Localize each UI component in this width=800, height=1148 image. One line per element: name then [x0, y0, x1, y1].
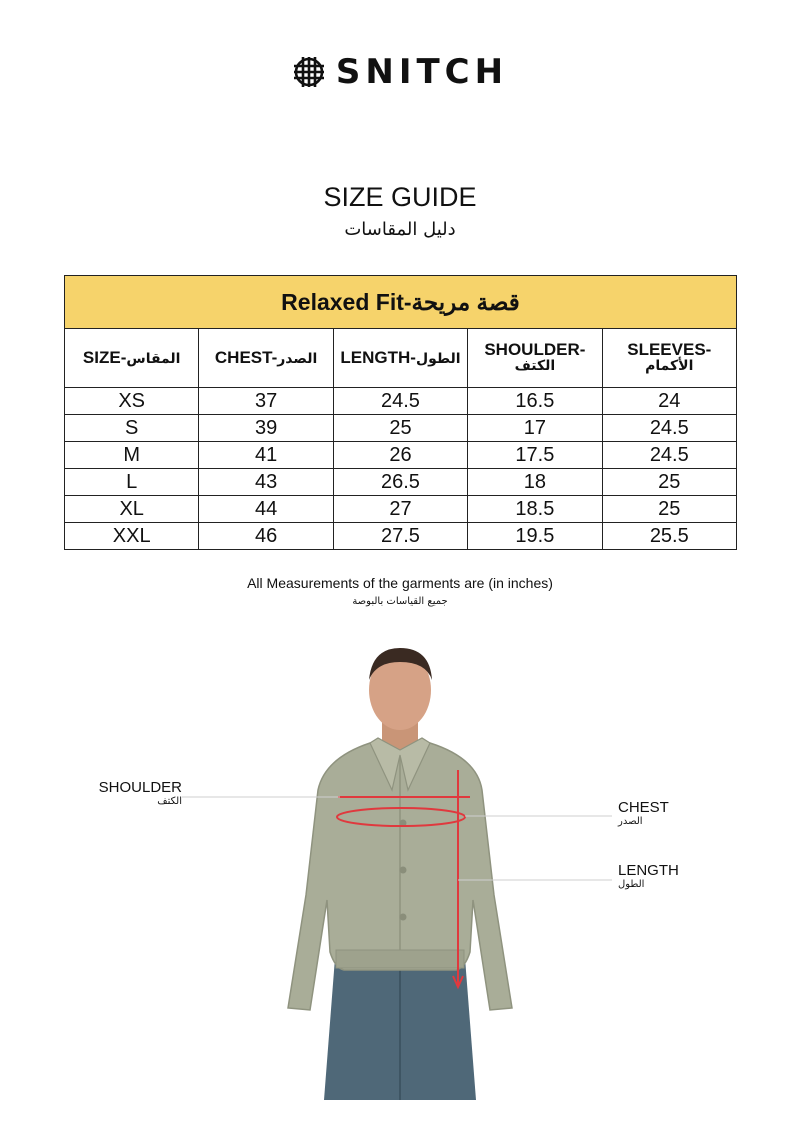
column-header-en: LENGTH-: [340, 347, 416, 367]
column-header-ar: الأكمام: [645, 358, 694, 374]
table-cell: 18: [468, 469, 602, 496]
table-cell: 25: [602, 496, 736, 523]
table-cell: XL: [65, 496, 199, 523]
table-cell: XS: [65, 388, 199, 415]
length-label-ar: الطول: [618, 879, 645, 890]
table-cell: 24.5: [333, 388, 467, 415]
length-label: [618, 862, 679, 890]
chest-label-en: CHEST: [618, 799, 669, 816]
table-cell: L: [65, 469, 199, 496]
brand-name: SNITCH: [335, 52, 509, 92]
table-cell: 16.5: [468, 388, 602, 415]
column-header-ar: الطول: [415, 350, 461, 367]
column-header-en: CHEST-: [214, 347, 278, 367]
table-cell: 17.5: [468, 442, 602, 469]
table-cell: 43: [199, 469, 333, 496]
table-cell: 37: [199, 388, 333, 415]
chest-label-ar: الصدر: [618, 816, 643, 827]
table-cell: 44: [199, 496, 333, 523]
table-cell: XXL: [65, 523, 199, 550]
table-cell: 27.5: [333, 523, 467, 550]
table-cell: 24.5: [602, 442, 736, 469]
column-header-ar: المقاس: [126, 350, 181, 367]
shoulder-label: [60, 779, 182, 807]
fit-label: Relaxed Fit-قصة مريحة: [65, 276, 737, 329]
table-cell: 26.5: [333, 469, 467, 496]
table-cell: 27: [333, 496, 467, 523]
chest-label: [618, 799, 669, 827]
length-label-en: LENGTH: [618, 862, 679, 879]
table-cell: 19.5: [468, 523, 602, 550]
table-cell: 39: [199, 415, 333, 442]
shoulder-label-ar: الكتف: [157, 796, 182, 807]
table-cell: 25: [602, 469, 736, 496]
column-header-en: SIZE-: [82, 347, 127, 367]
table-cell: 17: [468, 415, 602, 442]
column-header-en: SLEEVES-: [627, 340, 712, 359]
page-title-arabic: دليل المقاسات: [344, 219, 456, 240]
measurement-note-arabic: جميع القياسات بالبوصة: [352, 596, 448, 607]
table-cell: 18.5: [468, 496, 602, 523]
table-cell: 46: [199, 523, 333, 550]
table-cell: S: [65, 415, 199, 442]
column-header-en: SHOULDER-: [484, 340, 586, 359]
table-cell: 24: [602, 388, 736, 415]
column-header-ar: الصدر: [277, 350, 318, 367]
table-cell: 26: [333, 442, 467, 469]
table-cell: 25: [333, 415, 467, 442]
table-cell: 25.5: [602, 523, 736, 550]
column-header-ar: الكتف: [514, 358, 556, 374]
table-cell: M: [65, 442, 199, 469]
shoulder-label-en: SHOULDER: [98, 779, 182, 796]
page-title: SIZE GUIDE: [323, 182, 477, 212]
table-cell: 41: [199, 442, 333, 469]
measurement-note: All Measurements of the garments are (in inches): [247, 575, 553, 591]
table-cell: 24.5: [602, 415, 736, 442]
